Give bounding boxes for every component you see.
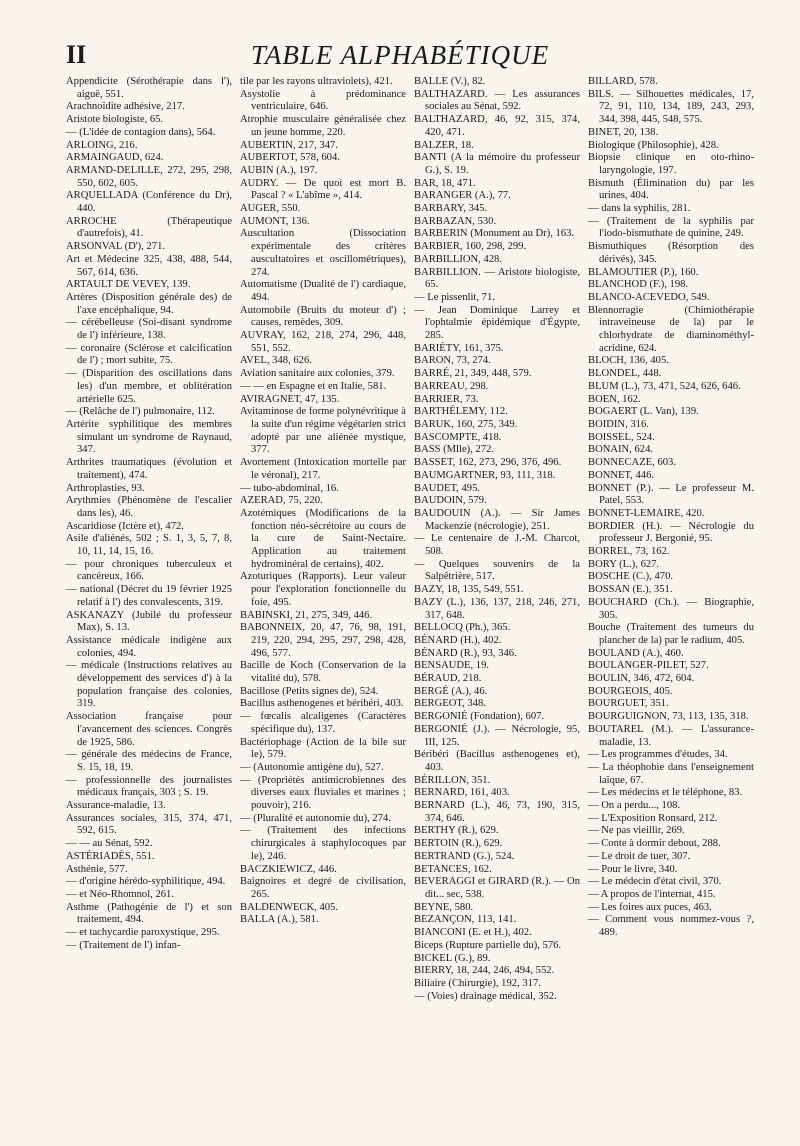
index-entry: BARBERIN (Monument au Dr), 163. [414,228,575,240]
index-entry: — professionnelle des journalistes médicaux français, 303 ; S. 19. [66,774,232,799]
index-entry: Bismuth (Élimination du) par les urines, 404. [588,177,754,202]
index-entry: BACZKIEWICZ, 446. [240,863,337,875]
index-entry: BORY (L.), 627. [588,558,660,570]
index-entry: Azotémiques (Modifications de la fonction néo-sécrétoire au cours de la cure de Saint-Nectaire. Application au traitement hydrominéral de certains), 402. [240,507,406,570]
index-entry: AVEL, 348, 626. [240,355,312,367]
index-entry: BERNARD (L.), 46, 73, 190, 315, 374, 646. [414,800,580,824]
index-entry: BARRIER, 73. [414,393,479,405]
index-entry: Arthroplasties, 93. [66,482,145,494]
index-entry: BERGÉ (A.), 46. [414,685,488,697]
index-entry: BOGAERT (L. Van), 139. [588,406,699,418]
index-entry: ARSONVAL (D'), 271. [66,241,166,253]
index-entry: — Ne pas vieillir, 269. [588,825,685,837]
index-entry: BABINSKI, 21, 275, 349, 446. [240,609,373,621]
index-entry: BASSET, 162, 273, 296, 376, 496. [414,457,562,469]
index-entry: AUGER, 550. [240,203,301,215]
index-entry: BONNET (P.). — Le professeur M. Patel, 553. [588,482,754,507]
index-entry: BARBAZAN, 530. [414,215,497,227]
index-entry: BARANGER (A.), 77. [414,190,511,202]
index-entry: — Les programmes d'études, 34. [588,749,728,761]
index-entry: Bacillus asthenogenes et béribéri, 403. [240,698,404,710]
index-entry: Arachnoïdite adhésive, 217. [66,101,185,113]
index-entry: Automobile (Bruits du moteur d') ; causes, remèdes, 309. [240,304,406,329]
index-entry: AUDRY. — De quoi est mort B. Pascal ? « L'abîme », 414. [240,177,406,202]
index-entry: BOURGEOIS, 405. [588,685,673,697]
index-entry: — Quelques souvenirs de la Salpêtrière, 517. [414,558,580,583]
index-entry: BÉRILLON, 351. [414,774,491,786]
index-entry: — tubo-abdominal, 16. [240,482,339,494]
index-entry: BALZER, 18. [414,139,474,151]
index-entry: — Le médecin d'état civil, 370. [588,876,722,888]
index-entry: Bismuthiques (Résorption des dérivés), 345. [588,241,754,265]
index-entry: BAUDOIN, 579. [414,495,487,507]
index-entry: BLANCO-ACEVEDO, 549. [588,291,710,303]
index-entry: BERTOIN (R.), 629. [414,838,503,850]
index-entry: — cérébelleuse (Soi-disant syndrome de l') inférieure, 138. [66,317,232,342]
index-entry: Biologique (Philosophie), 428. [588,139,719,151]
index-entry: BARBILLION. — Aristote biologiste, 65. [414,266,580,291]
index-entry: BARBIER, 160, 298, 299. [414,241,527,253]
index-entry: BILS. — Silhouettes médicales, 17, 72, 91, 110, 134, 189, 243, 293, 344, 398, 445, 548, 575. [588,88,754,126]
index-entry: — (Disparition des oscillations dans les) d'un membre, et oblitération artérielle 625. [66,368,232,405]
index-entry: Avitaminose de forme polynévritique à la suite d'un régime végétarien strict adopté par une aliénée mystique, 377. [240,406,406,456]
index-entry: ARROCHE (Thérapeutique d'autrefois), 41. [66,215,232,240]
page-number: II [66,40,87,69]
index-entry: BERNARD, 161, 403. [414,787,510,799]
index-entry: ASKANAZY (Jubilé du professeur Max), S. 13. [66,609,232,634]
index-entry: Azoturiques (Rapports). Leur valeur pour l'exploration fonctionnelle du foie, 495. [240,571,406,608]
index-entry: AUMONT, 136. [240,215,310,227]
index-entry: BOULIN, 346, 472, 604. [588,673,695,685]
index-entry: BERGONIÉ (Fondation), 607. [414,711,545,723]
index-entry: — (Autonomie antigène du), 527. [240,761,384,773]
index-entry: — (Traitement des infections chirurgicales à staphylocoques par le), 246. [240,825,406,862]
index-entry: Auscultation (Dissociation expérimentale des critères auscultatoires et oscillométriques), 274. [240,228,406,278]
index-entry: BOSCHE (C.), 470. [588,571,674,583]
index-entry: BARIÉTY, 161, 375. [414,342,504,354]
index-entry: BARBARY, 345. [414,203,488,215]
index-entry: BOIDIN, 316. [588,418,649,430]
index-entry: BLONDEL, 448. [588,368,662,380]
index-entry: — Jean Dominique Larrey et l'ophtalmie épidémique d'Égypte, 285. [414,304,580,342]
index-entry: BALTHAZARD, 46, 92, 315, 374, 420, 471. [414,114,580,138]
index-entry: BONAIN, 624. [588,444,654,456]
index-entry: BAZY, 18, 135, 549, 551. [414,584,524,596]
index-entry: BOURGUET, 351. [588,698,669,710]
index-entry: ASTÉRIADÈS, 551. [66,850,155,862]
index-entry: — (Relâche de l') pulmonaire, 112. [66,406,215,418]
index-entry: BÉNARD (R.), 93, 346. [414,647,517,659]
index-entry: — Le centenaire de J.-M. Charcot, 508. [414,533,580,558]
index-entry: AUBIN (A.), 197. [240,164,318,176]
index-entry: Assurance-maladie, 13. [66,800,166,812]
index-entry: BOUCHARD (Ch.). — Biographie, 305. [588,596,754,621]
index-entry: Association française pour l'avancement des sciences. Congrès de 1925, 586. [66,711,232,748]
index-entry: ARMAINGAUD, 624. [66,152,164,164]
index-entry: — fœcalis alcaligenes (Caractères spécifique du), 137. [240,711,406,735]
index-entry: BERGEOT, 348. [414,698,486,710]
index-entry: ARLOING, 216. [66,139,138,151]
index-entry: Arthrites traumatiques (évolution et traitement), 474. [66,457,232,481]
index-entry: BORREL, 73, 162. [588,546,670,558]
index-entry: BAR, 18, 471. [414,177,476,189]
index-column-1 [66,76,232,1136]
page-header [66,40,734,80]
index-column-3 [414,76,580,1136]
index-entry: Assistance médicale indigène aux colonies, 494. [66,634,232,659]
index-entry: — On a perdu..., 108. [588,800,681,812]
index-entry: BAUDET, 495. [414,482,481,494]
index-entry: Biceps (Rupture partielle du), 576. [414,939,562,951]
index-entry: BOULANGER-PILET, 527. [588,660,709,672]
index-entry: BORDIER (H.). — Nécrologie du professeur J. Bergonié, 95. [588,520,754,545]
index-entry: — Le pissenlit, 71. [414,291,495,303]
index-entry: BÉNARD (H.), 402. [414,634,502,646]
index-entry: — national (Décret du 19 février 1925 relatif à l') des convalescents, 319. [66,584,232,608]
index-entry: BAUDOUIN (A.). — Sir James Mackenzie (nécrologie), 251. [414,507,580,532]
index-entry: — A propos de l'internat, 415. [588,889,716,900]
index-entry: BARRÉ, 21, 349, 448, 579. [414,368,532,380]
index-entry: BARON, 73, 274. [414,355,491,367]
index-entry: Blennorragie (Chimiothérapie intraveineuse de la) par le chlorhydrate de diaminométhyl-acridine, 624. [588,304,754,354]
index-entry: Bouche (Traitement des tumeurs du plancher de la) par le radium, 405. [588,622,754,646]
index-entry: Bacille de Koch (Conservation de la vitalité du), 578. [240,660,406,685]
index-entry: BLANCHOD (F.), 198. [588,279,689,291]
index-entry: Artérite syphilitique des membres simulant un syndrome de Raynaud, 347. [66,418,232,456]
index-entry: BOUTAREL (M.). — L'assurance-maladie, 13. [588,723,754,748]
index-entry: — Pour le livre, 340. [588,863,678,875]
index-entry: Asystolie à prédominance ventriculaire, 646. [240,88,406,113]
index-entry: Ascaridiose (Ictère et), 472. [66,520,184,532]
index-entry: tile par les rayons ultraviolets), 421. [240,76,393,87]
index-entry: BLUM (L.), 73, 471, 524, 626, 646. [588,380,741,392]
index-entry: BLOCH, 136, 405. [588,355,669,367]
index-entry: Aristote biologiste, 65. [66,114,164,126]
index-entry: BALLE (V.), 82. [414,76,486,87]
index-entry: BOURGUIGNON, 73, 113, 135, 318. [588,711,749,723]
index-column-2 [240,76,406,1136]
index-entry: Baignoires et degré de civilisation, 265. [240,876,406,900]
index-entry: AUBERTOT, 578, 604. [240,152,340,164]
index-entry: — Les médecins et le téléphone, 83. [588,787,743,799]
index-entry: BICKEL (G.), 89. [414,952,491,964]
index-entry: Asthénie, 577. [66,863,128,875]
index-entry: BOISSEL, 524. [588,431,655,443]
index-entry: BONNET-LEMAIRE, 420. [588,507,705,519]
index-entry: BALLA (A.), 581. [240,914,319,926]
index-entry: — (Traitement de la syphilis par l'iodo-bismuthate de quinine, 249. [588,215,754,240]
index-entry: Asile d'aliénés, 502 ; S. 1, 3, 5, 7, 8, 10, 11, 14, 15, 16. [66,533,232,558]
index-entry: BOEN, 162. [588,393,641,405]
index-entry: — (Traitement de l') infan- [66,939,181,951]
index-entry: — (L'idée de contagion dans), 564. [66,126,216,138]
index-entry: BELLOCQ (Ph.), 365. [414,622,511,634]
index-entry: BOSSAN (E.), 351. [588,584,673,596]
index-entry: BALTHAZARD. — Les assurances sociales au Sénat, 592. [414,88,580,113]
index-entry: BILLARD, 578. [588,76,658,87]
index-entry: BERGONIÉ (J.). — Nécrologie, 95, III, 125. [414,723,580,748]
index-entry: AUBERTIN, 217, 347. [240,139,338,151]
index-entry: BIERRY, 18, 244, 246, 494, 552. [414,965,555,977]
index-entry: BASCOMPTE, 418. [414,431,502,443]
index-entry: ARQUELLADA (Conférence du Dr), 440. [66,190,232,215]
index-entry: Appendicite (Sérothérapie dans l'), aiguë, 551. [66,76,232,100]
index-entry: BONNECAZE, 603. [588,457,676,469]
index-entry: BAUMGARTNER, 93, 111, 318. [414,469,556,481]
index-entry: BEVERAGGI et GIRARD (R.). — On dit... sec, 538. [414,876,580,900]
index-entry: Artères (Disposition générale des) de l'axe encéphalique, 94. [66,291,232,316]
index-entry: Assurances sociales, 315, 374, 471, 592, 615. [66,812,232,837]
index-entry: AVIRAGNET, 47, 135. [240,393,340,405]
index-entry: Art et Médecine 325, 438, 488, 544, 567, 614, 636. [66,253,232,278]
index-entry: BARBILLION, 428. [414,253,502,265]
index-entry: Bacillose (Petits signes de), 524. [240,685,379,697]
index-entry: — Comment vous nommez-vous ?, 489. [588,914,754,939]
index-entry: — d'origine hérédo-syphilitique, 494. [66,876,226,888]
page-title: TABLE ALPHABÉTIQUE [250,40,550,70]
index-entry: Biopsie clinique en oto-rhino-laryngologie, 197. [588,152,754,176]
index-entry: — L'Exposition Ronsard, 212. [588,812,718,824]
index-entry: BARREAU, 298. [414,380,489,392]
index-entry: — pour chroniques tuberculeux et cancéreux, 166. [66,558,232,583]
index-entry: BINET, 20, 138. [588,126,659,138]
index-entry: ARMAND-DELILLE, 272, 295, 298, 550, 602, 605. [66,164,232,189]
index-entry: BOULAND (A.), 460. [588,647,684,659]
index-entry: — coronaire (Sclérose et calcification de l') ; mort subite, 75. [66,342,232,367]
index-entry: BASS (Mlle), 272. [414,444,495,456]
index-entry: — Le droit de tuer, 307. [588,850,691,862]
index-entry: Avortement (Intoxication mortelle par le véronal), 217. [240,457,406,481]
index-entry: — Conte à dormir debout, 288. [588,838,721,850]
index-entry: Béribéri (Bacillus asthenogenes et), 403. [414,749,580,773]
index-entry: Biliaire (Chirurgie), 192, 317. [414,977,541,989]
index-entry: Aviation sanitaire aux colonies, 379. [240,368,395,380]
index-entry: BERTHY (R.), 629. [414,825,499,837]
index-entry: Arythmies (Phénomène de l'escalier dans les), 46. [66,495,232,519]
index-columns [66,76,754,1136]
index-entry: BARUK, 160, 275, 349. [414,418,518,430]
index-entry: BEZANÇON, 113, 141. [414,914,517,926]
index-entry: — (Pluralité et autonomie du), 274. [240,812,391,824]
index-entry: BANTI (A la mémoire du professeur G.), S. 19. [414,152,580,176]
index-entry: BENSAUDE, 19. [414,660,490,672]
index-column-4 [588,76,754,1136]
index-entry: — et Néo-Rhomnol, 261. [66,889,174,900]
index-entry: BARTHÉLEMY, 112. [414,406,508,418]
index-entry: Bactériophage (Action de la bile sur le), 579. [240,736,406,761]
index-entry: — et tachycardie paroxystique, 295. [66,927,220,939]
index-entry: BLAMOUTIER (P.), 160. [588,266,699,278]
index-entry: Atrophie musculaire généralisée chez un jeune homme, 220. [240,114,406,138]
index-entry: BERTRAND (G.), 524. [414,850,515,862]
index-entry: — (Propriétés antimicrobiennes des diverses eaux fluviales et marines ; pouvoir), 216. [240,774,406,812]
index-entry: Automatisme (Dualité de l') cardiaque, 494. [240,279,406,303]
index-entry: — — en Espagne et en Italie, 581. [240,380,387,392]
index-entry: BABONNEIX, 20, 47, 76, 98, 191, 219, 220, 294, 295, 297, 298, 428, 496, 577. [240,622,406,659]
index-entry: BIANCONI (E. et H.), 402. [414,927,532,939]
index-entry: — générale des médecins de France, S. 15, 18, 19. [66,749,232,773]
index-entry: — (Voies) drainage médical, 352. [414,990,557,1002]
index-entry: — — au Sénat, 592. [66,838,153,850]
index-entry: AUVRAY, 162, 218, 274, 296, 448, 551, 552. [240,330,406,354]
index-entry: — dans la syphilis, 281. [588,203,691,215]
index-entry: — Les foires aux puces, 463. [588,901,712,913]
index-entry: ARTAULT DE VEVEY, 139. [66,279,191,291]
index-entry: BONNET, 446. [588,469,655,481]
index-entry: AZERAD, 75, 220. [240,495,323,507]
index-entry: BETANCES, 162. [414,863,492,875]
index-entry: BALDENWECK, 405. [240,901,338,913]
index-entry: BAZY (L.), 136, 137, 218, 246, 271, 317, 648. [414,596,580,621]
index-entry: Asthme (Pathogénie de l') et son traitement, 494. [66,901,232,926]
index-entry: BEYNE, 580. [414,901,474,913]
index-entry: — La théophobie dans l'enseignement laïque, 67. [588,761,754,786]
index-entry: BÉRAUD, 218. [414,673,482,685]
index-entry: — médicale (Instructions relatives au développement des services d') à la population française des colonies, 319. [66,660,232,710]
